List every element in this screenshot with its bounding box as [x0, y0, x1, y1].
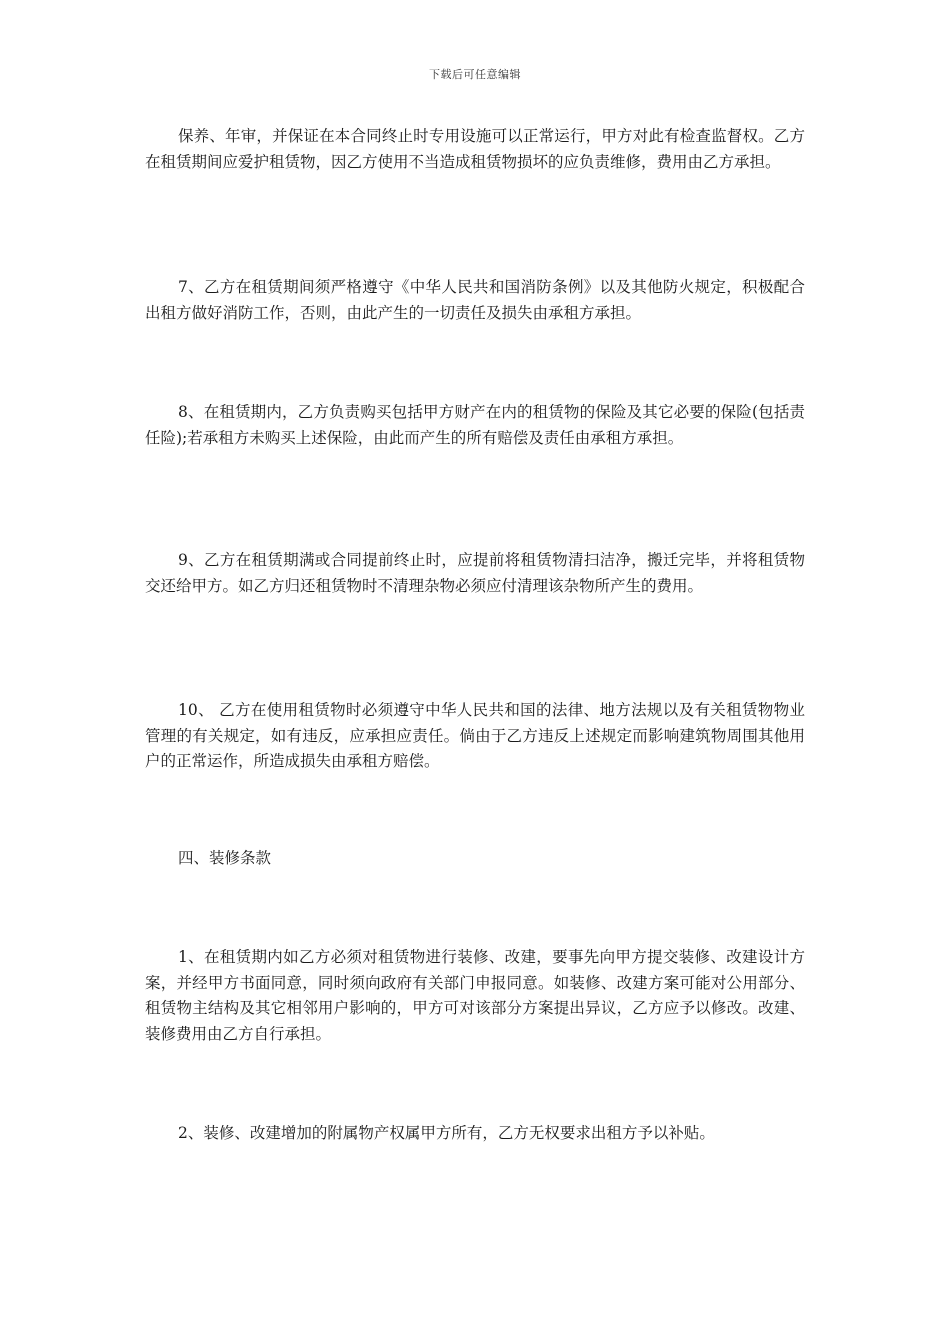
paragraph-decoration-1: 1、在租赁期内如乙方必须对租赁物进行装修、改建，要事先向甲方提交装修、改建设计方案，并经甲方书面同意，同时须向政府有关部门申报同意。如装修、改建方案可能对公用部分、租赁物主结构及其它相邻用户影响的，甲方可对该部分方案提出异议，乙方应予以修改。改建、装修费用由乙方自行承担。: [145, 948, 805, 1043]
paragraph-decoration-2: 2、装修、改建增加的附属物产权属甲方所有，乙方无权要求出租方予以补贴。: [178, 1124, 715, 1142]
paragraph-clause-8: 8、在租赁期内，乙方负责购买包括甲方财产在内的租赁物的保险及其它必要的保险(包括责任险);若承租方未购买上述保险，由此而产生的所有赔偿及责任由承租方承担。: [145, 403, 805, 447]
header-note: 下载后可任意编辑: [429, 68, 521, 81]
paragraph-maintenance: 保养、年审，并保证在本合同终止时专用设施可以正常运行，甲方对此有检查监督权。乙方在租赁期间应爱护租赁物，因乙方使用不当造成租赁物损坏的应负责维修，费用由乙方承担。: [145, 127, 805, 171]
paragraph-clause-10: 10、 乙方在使用租赁物时必须遵守中华人民共和国的法律、地方法规以及有关租赁物物业管理的有关规定，如有违反，应承担应责任。倘由于乙方违反上述规定而影响建筑物周围其他用户的正常运作，所造成损失由承租方赔偿。: [145, 701, 805, 770]
paragraph-clause-9: 9、乙方在租赁期满或合同提前终止时，应提前将租赁物清扫洁净，搬迁完毕，并将租赁物交还给甲方。如乙方归还租赁物时不清理杂物必须应付清理该杂物所产生的费用。: [145, 551, 805, 595]
section-heading-decoration: 四、装修条款: [178, 849, 272, 867]
paragraph-clause-7: 7、乙方在租赁期间须严格遵守《中华人民共和国消防条例》以及其他防火规定，积极配合出租方做好消防工作，否则，由此产生的一切责任及损失由承租方承担。: [145, 278, 805, 322]
